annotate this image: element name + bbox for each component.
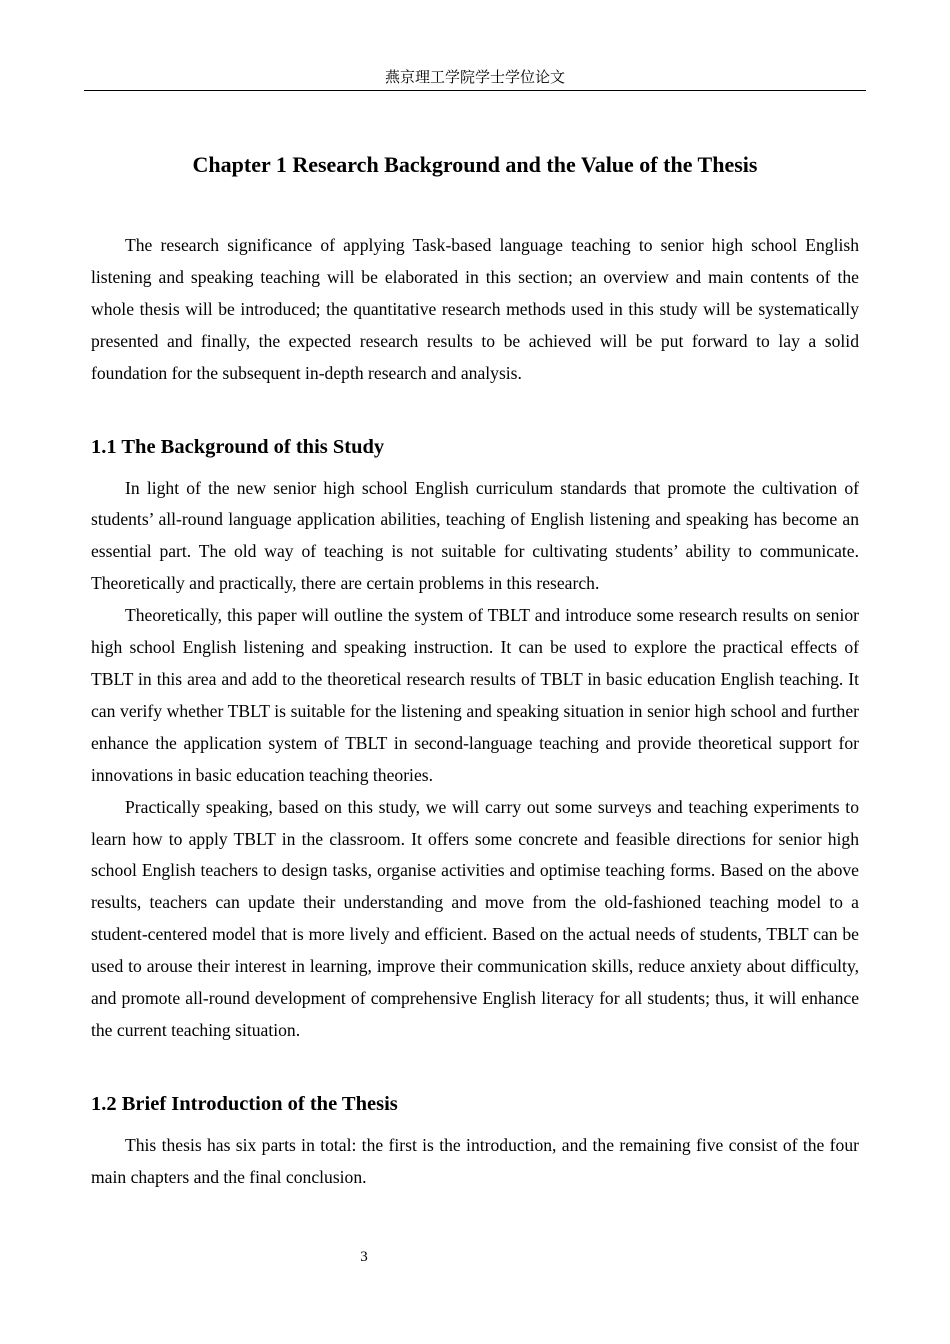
running-header: 燕京理工学院学士学位论文 <box>84 68 866 91</box>
background-paragraph-1: In light of the new senior high school English curriculum standards that promote the cultivation of students’ all-round language application abilities, teaching of English listening and speaking has become an essential part. The old way of teaching is not suitable for cultivating students’ ability to communicate. Theoretically and practically, there are certain problems in this research. <box>91 477 859 594</box>
background-paragraph-2: Theoretically, this paper will outline the system of TBLT and introduce some research results on senior high school English listening and speaking instruction. It can be used to explore the practical effects of TBLT in this area and add to the theoretical research results of TBLT in basic education English teaching. It can verify whether TBLT is suitable for the listening and speaking situation in senior high school and further enhance the application system of TBLT in second-language teaching and provide theoretical support for innovations in basic education teaching theories. <box>91 605 859 785</box>
section-heading-background: 1.1 The Background of this Study <box>91 435 385 458</box>
chapter-title: Chapter 1 Research Background and the Value of the Thesis <box>192 152 758 177</box>
section-heading-introduction: 1.2 Brief Introduction of the Thesis <box>91 1092 398 1115</box>
page-content <box>91 148 859 1194</box>
introduction-paragraph-1: This thesis has six parts in total: the first is the introduction, and the remaining five consist of the four main chapters and the final conclusion. <box>91 1134 859 1187</box>
chapter-intro-paragraph: The research significance of applying Task-based language teaching to senior high school English listening and speaking teaching will be elaborated in this section; an overview and main contents of the whole thesis will be introduced; the quantitative research methods used in this study will be systematically presented and finally, the expected research results to be achieved will be put forward to lay a solid foundation for the subsequent in-depth research and analysis. <box>91 235 859 383</box>
page-number: 3 <box>360 1249 368 1265</box>
background-paragraph-3: Practically speaking, based on this study, we will carry out some surveys and teaching experiments to learn how to apply TBLT in the classroom. It offers some concrete and feasible directions for senior high school English teachers to design tasks, organise activities and optimise teaching forms. Based on the above results, teachers can update their understanding and move from the old-fashioned teaching model to a student-centered model that is more lively and efficient. Based on the actual needs of students, TBLT can be used to arouse their interest in learning, improve their communication skills, reduce anxiety about difficulty, and promote all-round development of comprehensive English literacy for all students; thus, it will enhance the current teaching situation. <box>91 796 859 1040</box>
